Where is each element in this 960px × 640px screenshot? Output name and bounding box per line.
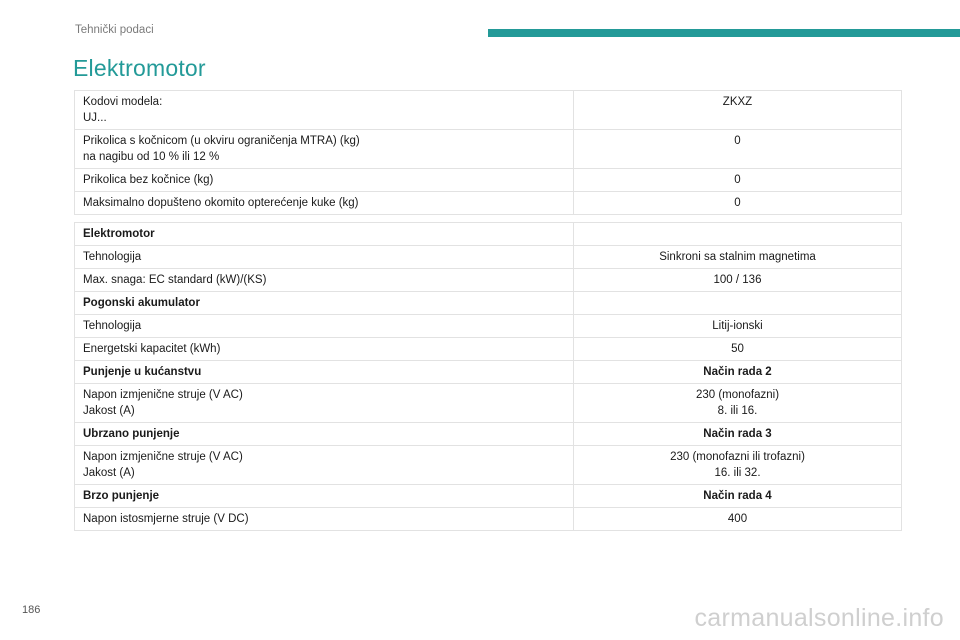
spec-label <box>75 315 574 338</box>
model-specs-table <box>74 90 902 215</box>
spec-label-line: Elektromotor <box>83 228 155 240</box>
spec-value-line: 50 <box>731 343 744 355</box>
spec-label <box>75 223 574 246</box>
spec-value-line: 0 <box>734 174 741 186</box>
table-row <box>75 246 902 269</box>
spec-label <box>75 269 574 292</box>
spec-value <box>574 361 902 384</box>
spec-value <box>574 292 902 315</box>
spec-label-line: Kodovi modela: <box>83 96 163 108</box>
spec-label-line: Napon izmjenične struje (V AC) <box>83 451 243 463</box>
accent-bar <box>488 29 960 37</box>
spec-label-line: Ubrzano punjenje <box>83 428 180 440</box>
spec-value-line: Sinkroni sa stalnim magnetima <box>659 251 816 263</box>
spec-label <box>75 423 574 446</box>
spec-value <box>574 485 902 508</box>
table-row <box>75 223 902 246</box>
table-row <box>75 508 902 531</box>
spec-value <box>574 338 902 361</box>
spec-label-line: Energetski kapacitet (kWh) <box>83 343 221 355</box>
spec-value-line: 8. ili 16. <box>717 405 758 417</box>
table-row <box>75 338 902 361</box>
table-row <box>75 292 902 315</box>
spec-value-line: 230 (monofazni ili trofazni) <box>670 451 805 463</box>
spec-label-line: Napon istosmjerne struje (V DC) <box>83 513 249 525</box>
page-number: 186 <box>22 604 41 616</box>
spec-value-line: 0 <box>734 135 741 147</box>
spec-label <box>75 246 574 269</box>
spec-label-line: Prikolica bez kočnice (kg) <box>83 174 214 186</box>
spec-label-line: Jakost (A) <box>83 405 135 417</box>
table-row <box>75 130 902 169</box>
spec-label <box>75 130 574 169</box>
spec-value <box>574 423 902 446</box>
spec-label <box>75 485 574 508</box>
table-row <box>75 315 902 338</box>
model-specs-body <box>75 91 902 215</box>
spec-value-line: Način rada 2 <box>703 366 772 378</box>
spec-value <box>574 384 902 423</box>
spec-label-line: Pogonski akumulator <box>83 297 200 309</box>
table-row <box>75 91 902 130</box>
spec-label <box>75 446 574 485</box>
watermark: carmanualsonline.info <box>694 604 944 632</box>
spec-label-line: Jakost (A) <box>83 467 135 479</box>
table-row <box>75 192 902 215</box>
table-row <box>75 361 902 384</box>
spec-value-line: 230 (monofazni) <box>695 389 780 401</box>
spec-label-line: na nagibu od 10 % ili 12 % <box>83 151 220 163</box>
spec-label <box>75 508 574 531</box>
spec-label-line: UJ... <box>83 112 107 124</box>
spec-value <box>574 223 902 246</box>
spec-label <box>75 292 574 315</box>
spec-value-line: 0 <box>734 197 741 209</box>
spec-value <box>574 130 902 169</box>
motor-battery-specs-table <box>74 222 902 531</box>
spec-value <box>574 192 902 215</box>
table-row <box>75 269 902 292</box>
spec-label-line: Tehnologija <box>83 320 142 332</box>
spec-label-line: Tehnologija <box>83 251 142 263</box>
page-title: Elektromotor <box>73 55 206 81</box>
spec-label-line: Max. snaga: EC standard (kW)/(KS) <box>83 274 267 286</box>
spec-label-line: Prikolica s kočnicom (u okviru ograničenja MTRA) (kg) <box>83 135 360 147</box>
motor-battery-specs-body <box>75 223 902 531</box>
spec-label-line: Maksimalno dopušteno okomito opterećenje kuke (kg) <box>83 197 359 209</box>
spec-value <box>574 508 902 531</box>
section-header: Tehnički podaci <box>75 24 154 36</box>
spec-value <box>574 91 902 130</box>
table-row <box>75 169 902 192</box>
spec-label <box>75 361 574 384</box>
spec-value-line: 100 / 136 <box>713 274 762 286</box>
spec-label <box>75 192 574 215</box>
spec-value-line: ZKXZ <box>722 96 753 108</box>
spec-value-line: Način rada 3 <box>703 428 772 440</box>
spec-label <box>75 338 574 361</box>
spec-label-line: Brzo punjenje <box>83 490 160 502</box>
spec-value-line: Litij-ionski <box>712 320 763 332</box>
spec-value <box>574 269 902 292</box>
spec-label-line: Napon izmjenične struje (V AC) <box>83 389 243 401</box>
spec-value-line: Način rada 4 <box>703 490 772 502</box>
table-row <box>75 423 902 446</box>
spec-value <box>574 315 902 338</box>
table-row <box>75 446 902 485</box>
spec-value-line: 400 <box>727 513 748 525</box>
spec-label <box>75 169 574 192</box>
spec-label <box>75 91 574 130</box>
table-row <box>75 485 902 508</box>
spec-value <box>574 446 902 485</box>
spec-label-line: Punjenje u kućanstvu <box>83 366 202 378</box>
spec-label <box>75 384 574 423</box>
spec-value <box>574 246 902 269</box>
spec-value <box>574 169 902 192</box>
spec-value-line: 16. ili 32. <box>714 467 761 479</box>
table-row <box>75 384 902 423</box>
